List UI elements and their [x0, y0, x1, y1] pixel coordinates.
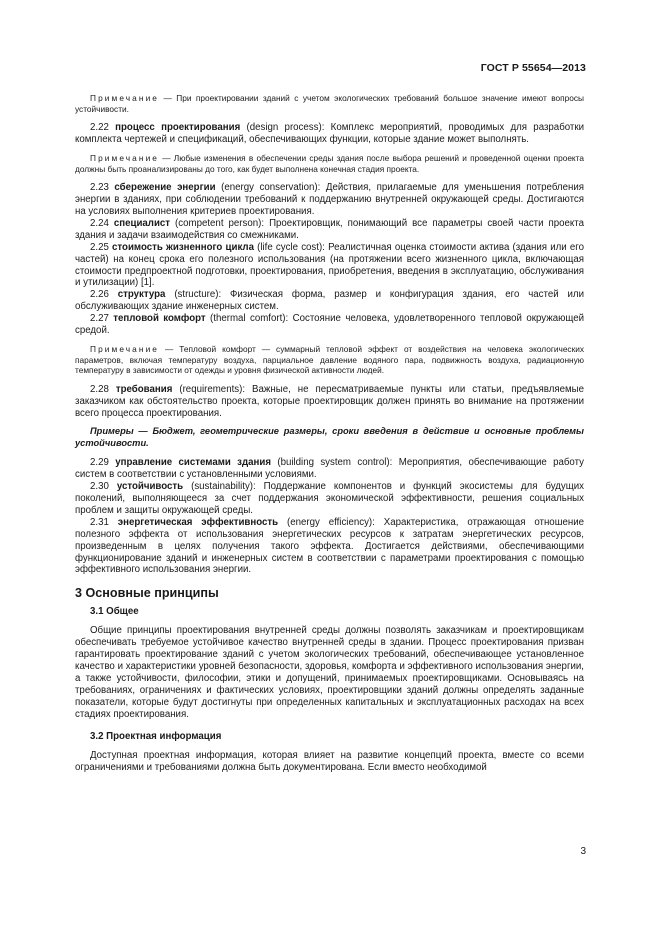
term-2-22: 2.22 процесс проектирования (design process): Комплекс мероприятий, проводимых для разработки комплекта чертежей и спецификаций, обеспечивающих функции, которые здание может выполнять. — [75, 122, 584, 146]
term-2-28: 2.28 требования (requirements): Важные, не пересматриваемые пункты или статьи, предъявляемые заказчиком как обстоятельство проекта, которые проектировщик должен принять во внимание на протяжении всего процесса проектирования. — [75, 383, 584, 419]
section-title: 3 Основные принципы — [75, 586, 219, 601]
term-2-27: 2.27 тепловой комфорт (thermal comfort): Состояние человека, удовлетворенного тепловой окружающей средой. — [75, 313, 585, 337]
note-1: Примечание — При проектировании зданий с учетом экологических требований большое значение имеют вопросы устойчивости. — [75, 93, 584, 114]
term-2-30: 2.30 устойчивость (sustainability): Поддержание компонентов и функций экосистемы для будущих поколений, выполняющееся за счет поддержания экономической эффективности, решения социальных проблем и защиты окружающей среды. — [75, 481, 584, 516]
note-label: Примечание — [90, 343, 160, 354]
term-2-29: 2.29 управление системами здания (building system control): Мероприятия, обеспечивающие работу систем в соответствии с установленными условиями. — [75, 457, 584, 481]
term-2-25: 2.25 стоимость жизненного цикла (life cycle cost): Реалистичная оценка стоимости актива (здания или его частей) на конец срока его полезного использования (на протяжении всего жизненного цикла, включающая стоимости предпроектной подготовки, проектирования, приобретения, введения в эксплуатацию, обслуживания и утилизации) [1]. — [75, 241, 584, 289]
term-2-24: 2.24 специалист (competent person): Проектировщик, понимающий все параметры своей части проекта здания и задачи взаимодействия со смежниками. — [75, 217, 584, 241]
subsection-title-3-2: 3.2 Проектная информация — [90, 730, 222, 742]
note-2: Примечание — Любые изменения в обеспечении среды здания после выбора решений и проведенной оценки проекта должны быть проанализированы до того, как будет выполнена конечная стадия проекта. — [75, 153, 584, 174]
term-2-26: 2.26 структура (structure): Физическая форма, размер и конфигурация здания, его частей или обслуживающих здание инженерных систем. — [75, 289, 584, 313]
examples-note: Примеры — Бюджет, геометрические размеры, сроки введения в действие и основные проблемы устойчивости. — [75, 426, 584, 449]
page-number: 3 — [580, 846, 586, 857]
subsection-title-3-1: 3.1 Общее — [90, 606, 139, 618]
document-code: ГОСТ Р 55654—2013 — [480, 62, 586, 74]
page-content — [75, 93, 584, 773]
paragraph-3-2: Доступная проектная информация, которая влияет на развитие концепций проекта, вместе со всеми ограничениями и требованиями должна быть документирована. Если вместо необходимой — [75, 749, 584, 773]
term-2-31: 2.31 энергетическая эффективность (energy efficiency): Характеристика, отражающая отношение полезного эффекта от использования энергетических ресурсов к затратам энергетических ресурсов, произведенным в целях получения такого эффекта. Достигается действиями, обеспечивающими функционирование зданий и инженерных систем в соответствии с параметрами проектирования с помощью эффективного использования энергии. — [75, 516, 584, 576]
term-2-23: 2.23 сбережение энергии (energy conservation): Действия, прилагаемые для уменьшения потребления энергии в зданиях, при соблюдении требований к поддержанию внутренней окружающей среды. Достигаются на условиях выполнения критериев проектирования. — [75, 182, 584, 217]
note-3: Примечание — Тепловой комфорт — суммарный тепловой эффект от воздействия на человека экологических параметров, включая температуру воздуха, парциальное давление водяного пара, подвижность воздуха, радиационную температуру в зависимости от одежды и уровня физической активности людей. — [75, 343, 584, 376]
paragraph-3-1: Общие принципы проектирования внутренней среды должны позволять заказчикам и проектировщикам обеспечивать требуемое устойчивое качество внутренней среды в здании. Процесс проектирования призван гарантировать проектирование зданий с учетом экологических требований, обеспечивающее установленное качество и характеристики уровней безопасности, здоровья, комфорта и эффективного использования энергии, а также устойчивости, философии, этики и допущений, принимаемых проектировщиками. Основываясь на требованиях, ограничениях и фактических условиях, проектировщики зданий должны определять заданные показатели, которые будут достигнуты при определенных капитальных и эксплуатационных расходах на всех стадиях проектирования. — [75, 625, 584, 720]
note-label: Примечание — [90, 93, 160, 103]
note-label: Примечание — [90, 153, 160, 163]
